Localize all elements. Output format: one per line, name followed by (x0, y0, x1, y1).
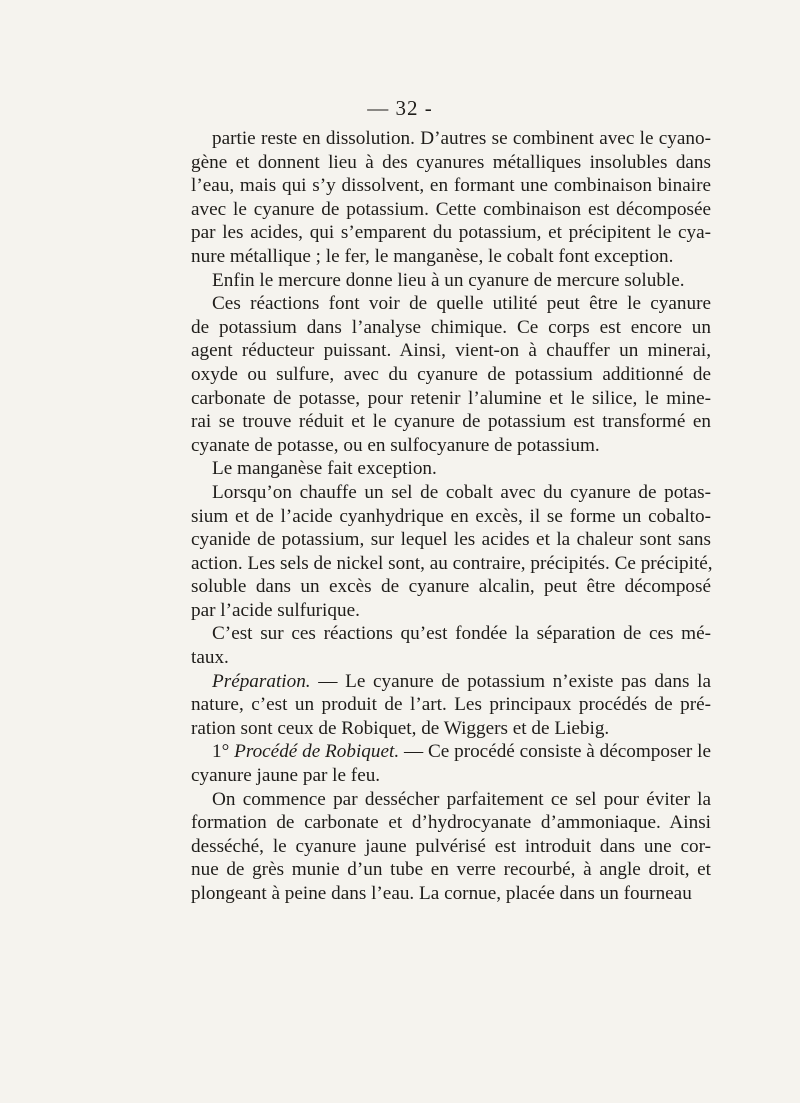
text-line: nure métallique ; le fer, le manganèse, le cobalt font exception. (191, 245, 674, 267)
text-line: ration sont ceux de Robiquet, de Wiggers et de Liebig. (191, 717, 610, 739)
text-line (191, 670, 711, 694)
text-line: cyanure jaune par le feu. (191, 765, 381, 787)
paragraph (191, 788, 711, 906)
text-line: taux. (191, 647, 229, 669)
text-line: Enfin le mercure donne lieu à un cyanure de mercure soluble. (212, 269, 685, 291)
section-heading: Procédé de Robiquet. (234, 741, 400, 763)
section-heading: Préparation. (212, 670, 311, 692)
text-line: cyanide de potassium, sur lequel les acides et la chaleur sont sans (191, 529, 711, 551)
text-line: par l’acide sulfurique. (191, 599, 360, 621)
paragraph (191, 269, 711, 293)
text-line: Le manganèse fait exception. (212, 458, 437, 480)
text-line: desséché, le cyanure jaune pulvérisé est introduit dans une cor- (191, 835, 711, 857)
text-line: Ces réactions font voir de quelle utilité peut être le cyanure (212, 293, 711, 315)
text-line: rai se trouve réduit et le cyanure de potassium est transformé en (191, 411, 711, 433)
text-line: sium et de l’acide cyanhydrique en excès, il se forme un cobalto- (191, 505, 711, 527)
text-line: gène et donnent lieu à des cyanures métalliques insolubles dans (191, 151, 711, 173)
text-line: nue de grès munie d’un tube en verre recourbé, à angle droit, et (191, 859, 711, 881)
text-line: partie reste en dissolution. D’autres se combinent avec le cyano- (212, 128, 711, 149)
text-line: nature, c’est un produit de l’art. Les principaux procédés de pré- (191, 694, 711, 716)
text-line: Lorsqu’on chauffe un sel de cobalt avec du cyanure de potas- (212, 481, 711, 503)
text-line: par les acides, qui s’emparent du potassium, et précipitent le cya- (191, 222, 711, 244)
page-number: — 32 - (367, 96, 433, 120)
text-line: formation de carbonate et d’hydrocyanate d’ammoniaque. Ainsi (191, 812, 711, 834)
text-line: avec le cyanure de potassium. Cette combinaison est décomposée (191, 198, 711, 220)
section-number: 1° (212, 741, 235, 763)
text-line: l’eau, mais qui s’y dissolvent, en formant une combinaison binaire (191, 175, 711, 197)
paragraph (191, 670, 711, 741)
paragraph (191, 127, 711, 269)
text-line: soluble dans un excès de cyanure alcalin, peut être décomposé (191, 576, 711, 598)
paragraph (191, 457, 711, 481)
body-text (191, 127, 711, 906)
text-line: action. Les sels de nickel sont, au contraire, précipités. Ce précipité, (191, 552, 713, 574)
text-line: cyanate de potasse, ou en sulfocyanure de potassium. (191, 434, 600, 456)
text-line-content: — Le cyanure de potassium n’existe pas dans la (310, 670, 711, 692)
text-line: On commence par dessécher parfaitement ce sel pour éviter la (212, 788, 711, 810)
text-line: de potassium dans l’analyse chimique. Ce corps est encore un (191, 316, 711, 338)
text-line: carbonate de potasse, pour retenir l’alumine et le silice, le mine- (191, 387, 711, 409)
text-line: C’est sur ces réactions qu’est fondée la séparation de ces mé- (212, 623, 711, 645)
text-line: agent réducteur puissant. Ainsi, vient-on à chauffer un minerai, (191, 340, 711, 362)
paragraph (191, 481, 711, 623)
text-line (191, 740, 711, 764)
text-line: plongeant à peine dans l’eau. La cornue, placée dans un fourneau (191, 883, 692, 904)
paragraph (191, 622, 711, 669)
text-line: oxyde ou sulfure, avec du cyanure de potassium additionné de (191, 363, 711, 385)
paragraph (191, 292, 711, 457)
text-line-content: — Ce procédé consiste à décomposer le (399, 741, 711, 763)
paragraph (191, 740, 711, 787)
